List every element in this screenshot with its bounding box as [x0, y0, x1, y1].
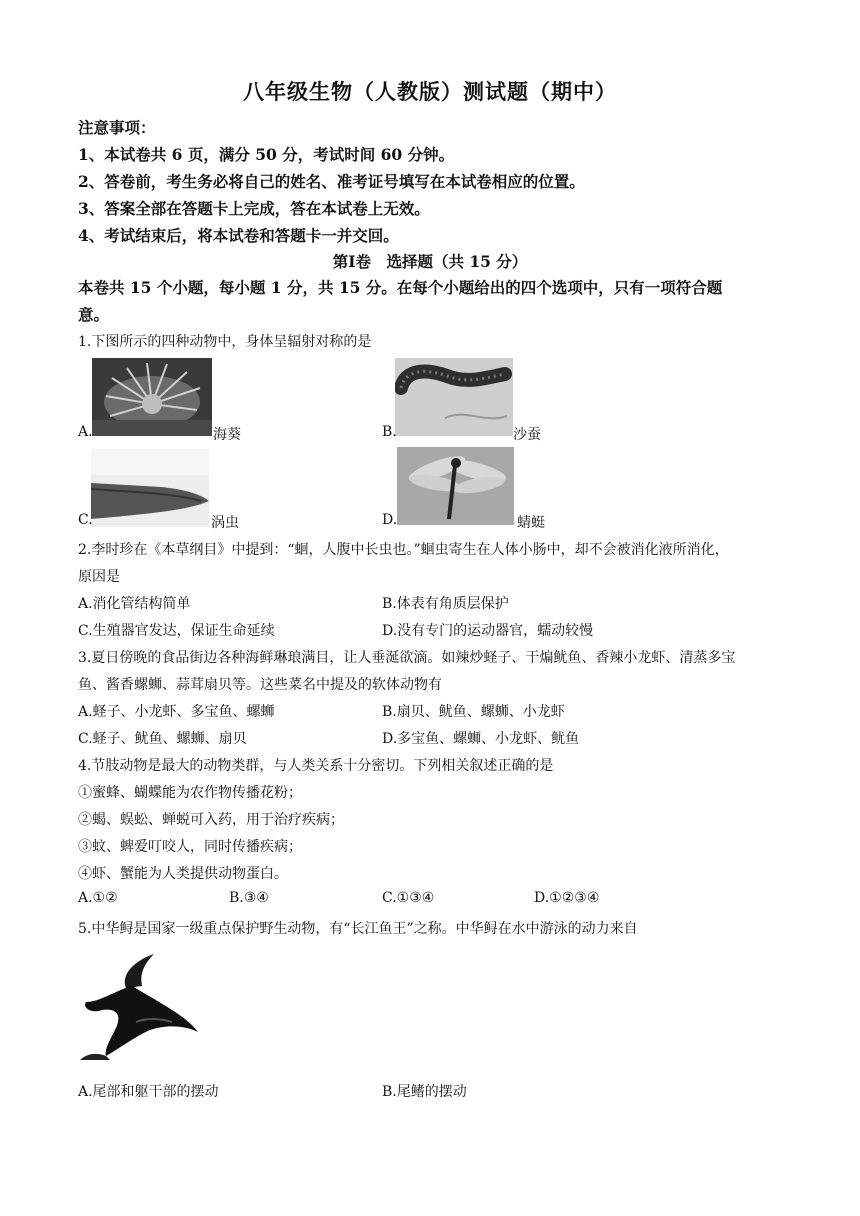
- planarian-image: [91, 449, 209, 527]
- notice-heading: 注意事项：: [78, 118, 156, 137]
- q4-statement: ④虾、蟹能为人类提供动物蛋白。: [78, 866, 288, 882]
- dragonfly-image: [397, 447, 514, 525]
- q4-option-b: B.③④: [229, 890, 269, 906]
- chinese-sturgeon-image: [76, 952, 200, 1060]
- q2-option-b: B.体表有角质层保护: [382, 596, 509, 612]
- page-title: 八年级生物（人教版）测试题（期中）: [243, 79, 617, 104]
- q1-option-b-name: 沙蚕: [513, 427, 541, 443]
- notice-item: 3、答案全部在答题卡上完成，答在本试卷上无效。: [78, 199, 430, 218]
- q3-option-b: B.扇贝、鱿鱼、螺蛳、小龙虾: [382, 704, 565, 720]
- q2-option-a: A.消化管结构简单: [78, 596, 191, 612]
- q4-option-d: D.①②③④: [534, 890, 600, 906]
- q3-option-d: D.多宝鱼、螺蛳、小龙虾、鱿鱼: [382, 731, 580, 747]
- q2-stem-cont: 原因是: [78, 569, 120, 585]
- q1-option-a-name: 海葵: [213, 427, 241, 443]
- q4-option-c: C.①③④: [382, 890, 435, 906]
- notice-item: 1、本试卷共 6 页，满分 50 分，考试时间 60 分钟。: [78, 145, 455, 164]
- q5-option-a: A.尾部和躯干部的摆动: [78, 1084, 219, 1100]
- q1-option-c-letter: C.: [78, 512, 93, 528]
- notice-item: 4、考试结束后，将本试卷和答题卡一并交回。: [78, 226, 399, 245]
- q3-option-c: C.蛏子、鱿鱼、螺蛳、扇贝: [78, 731, 247, 747]
- q4-stem: 4.节肢动物是最大的动物类群，与人类关系十分密切。下列相关叙述正确的是: [78, 758, 554, 774]
- q5-option-b: B.尾鳍的摆动: [382, 1084, 467, 1100]
- q2-stem: 2.李时珍在《本草纲目》中提到：“蛔，人腹中长虫也。”蛔虫寄生在人体小肠中，却不会被消化液所消化，: [78, 542, 729, 558]
- q3-option-a: A.蛏子、小龙虾、多宝鱼、螺蛳: [78, 704, 275, 720]
- q1-option-a-letter: A.: [78, 424, 93, 440]
- q3-stem-cont: 鱼、酱香螺蛳、蒜茸扇贝等。这些菜名中提及的软体动物有: [78, 677, 442, 693]
- q1-option-c-name: 涡虫: [211, 515, 239, 531]
- q3-stem: 3.夏日傍晚的食品街边各种海鲜琳琅满目，让人垂涎欲滴。如辣炒蛏子、干煸鱿鱼、香辣小龙虾、清蒸多宝: [78, 650, 736, 666]
- sea-anemone-image: [92, 358, 212, 436]
- q1-stem: 1.下图所示的四种动物中，身体呈辐射对称的是: [78, 334, 372, 350]
- q4-option-a: A.①②: [78, 890, 118, 906]
- section-title: 第Ⅰ卷 选择题（共 15 分）: [332, 252, 528, 271]
- section-instruction-cont: 意。: [78, 305, 110, 324]
- q5-stem: 5.中华鲟是国家一级重点保护野生动物，有“长江鱼王”之称。中华鲟在水中游泳的动力来自: [78, 921, 638, 937]
- q4-statement: ③蚊、蜱爱叮咬人，同时传播疾病；: [78, 839, 302, 855]
- q1-option-b-letter: B.: [382, 424, 397, 440]
- notice-item: 2、答卷前，考生务必将自己的姓名、准考证号填写在本试卷相应的位置。: [78, 172, 585, 191]
- q1-option-d-name: 蜻蜓: [517, 515, 545, 531]
- q2-option-d: D.没有专门的运动器官，蠕动较慢: [382, 623, 594, 639]
- q2-option-c: C.生殖器官发达，保证生命延续: [78, 623, 275, 639]
- q4-statement: ②蝎、蜈蚣、蝉蜕可入药，用于治疗疾病；: [78, 812, 344, 828]
- q1-option-d-letter: D.: [382, 512, 398, 528]
- q4-statement: ①蜜蜂、蝴蝶能为农作物传播花粉；: [78, 785, 302, 801]
- sandworm-image: [395, 358, 513, 436]
- section-instruction: 本卷共 15 个小题，每小题 1 分，共 15 分。在每个小题给出的四个选项中，只有一项符合题: [78, 278, 723, 297]
